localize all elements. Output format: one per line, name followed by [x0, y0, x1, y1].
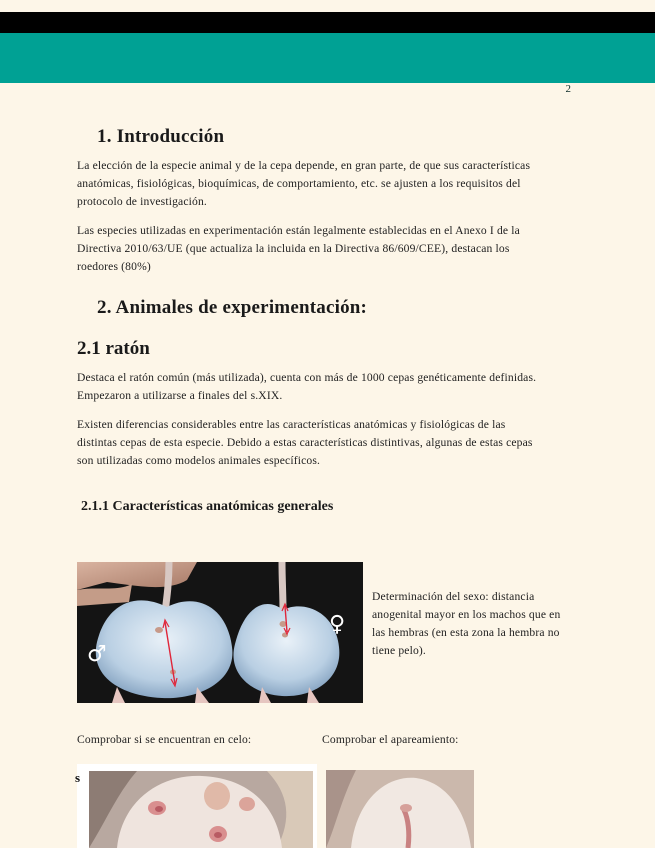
text-line: Destaca el ratón común (más utilizada), cuenta con más de 1000 cepas genéticamente definidas.: [77, 371, 537, 384]
header-teal-band: [0, 33, 655, 95]
heading-raton: 2.1 ratón: [77, 338, 150, 359]
mouse-sexing-photo: [77, 562, 363, 703]
text-line: distintas cepas de esta especie. Debido a estas características distintivas, algunas de estas cepas: [77, 436, 533, 449]
paragraph-intro-2: [77, 222, 582, 276]
text-line: La elección de la especie animal y de la cepa depende, en gran parte, de que sus características: [77, 159, 531, 172]
caption-line: Determinación del sexo: distancia: [372, 590, 535, 603]
mouse-photo-illustration: [77, 562, 363, 703]
paragraph-raton-1: [77, 369, 582, 405]
heading-introduccion: 1. Introducción: [97, 126, 225, 147]
caption-line: tiene pelo).: [372, 644, 426, 657]
caption-line: las hembras (en esta zona la hembra no: [372, 626, 560, 639]
figure-caption: [372, 588, 587, 660]
label-celo: Comprobar si se encuentran en celo:: [77, 733, 252, 746]
text-line: Existen diferencias considerables entre las características anatómicas y fisiológicas de las: [77, 418, 506, 431]
text-line: son utilizadas como modelos animales específicos.: [77, 454, 321, 467]
mating-check-photo: [326, 770, 474, 848]
stray-glyph: s: [75, 770, 81, 785]
estrus-photo-illustration: [77, 764, 317, 848]
caption-line: anogenital mayor en los machos que en: [372, 608, 561, 621]
page-number: 2: [565, 83, 571, 95]
text-line: Las especies utilizadas en experimentación están legalmente establecidas en el Anexo I de la: [77, 224, 520, 237]
mating-photo-illustration: [326, 770, 474, 848]
paragraph-raton-2: [77, 416, 582, 470]
text-line: Directiva 2010/63/UE (que actualiza la incluida en la Directiva 86/609/CEE), destacan los: [77, 242, 510, 255]
header-black-band: [0, 12, 655, 33]
male-symbol: ♂: [87, 642, 107, 667]
female-symbol: ♀: [329, 612, 346, 637]
estrus-check-photo: [77, 764, 317, 848]
text-line: Empezaron a utilizarse a finales del s.XIX.: [77, 389, 283, 402]
top-margin: [0, 0, 655, 12]
text-line: anatómicas, fisiológicas, bioquímicas, de comportamiento, etc. se ajusten a los requisitos del: [77, 177, 521, 190]
text-line: protocolo de investigación.: [77, 195, 207, 208]
heading-caracteristicas: 2.1.1 Características anatómicas generales: [81, 499, 334, 514]
text-line: roedores (80%): [77, 260, 151, 273]
label-apareamiento: Comprobar el apareamiento:: [322, 733, 459, 746]
heading-animales: 2. Animales de experimentación:: [97, 297, 368, 318]
paragraph-intro-1: [77, 157, 582, 211]
